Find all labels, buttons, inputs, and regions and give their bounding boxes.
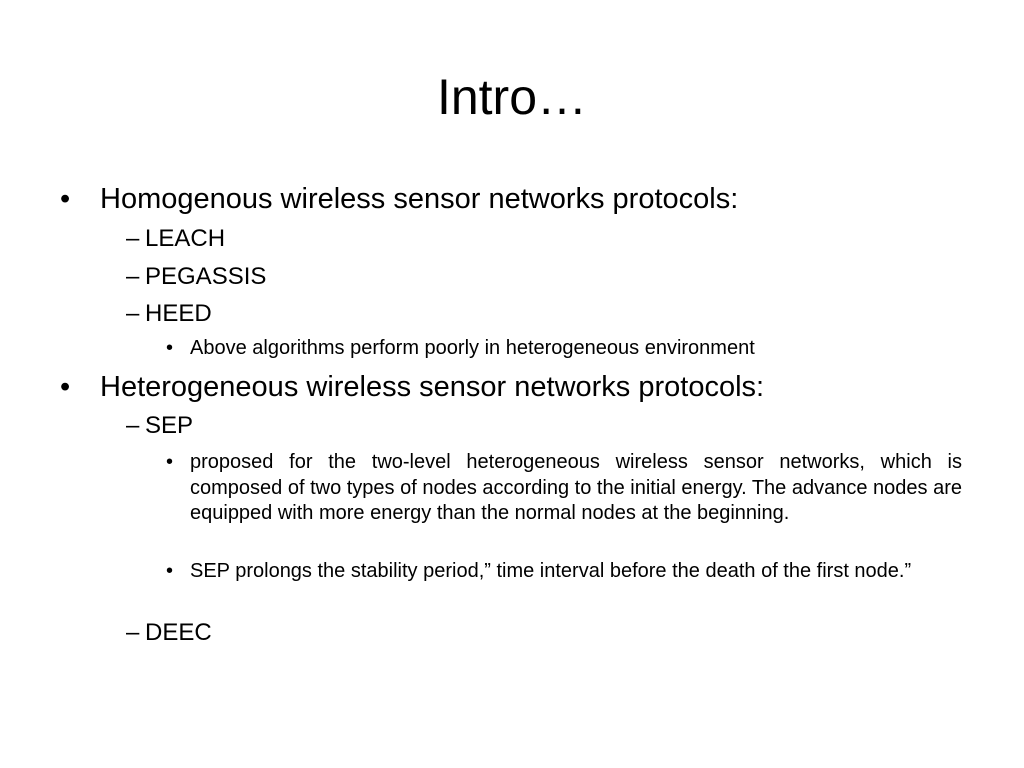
dash-icon: – — [126, 263, 140, 290]
sub-item-heed — [126, 299, 212, 329]
sub-sub-item-sep-prolongs — [166, 559, 962, 585]
bullet-icon: • — [60, 371, 71, 403]
sub-sub-item-text: Above algorithms perform poorly in heterogeneous environment — [190, 337, 755, 359]
bullet-text: Heterogeneous wireless sensor networks protocols: — [100, 371, 765, 403]
sub-item-leach — [126, 224, 225, 254]
bullet-icon: • — [60, 183, 71, 215]
sub-item-text: LEACH — [145, 225, 226, 252]
sub-sub-item-text: proposed for the two-level heterogeneous wireless sensor networks, which is composed of two types of nodes according to the initial energy. The advance nodes are equipped with more energy than the normal nodes at the beginning. — [190, 451, 962, 524]
sub-item-sep — [126, 411, 193, 441]
bullet-item-homogenous — [60, 182, 738, 216]
bullet-icon: • — [166, 451, 174, 473]
bullet-icon: • — [166, 337, 174, 359]
bullet-icon: • — [166, 560, 174, 582]
slide-title: Intro… — [436, 69, 588, 125]
sub-sub-item-sep-proposed — [166, 450, 962, 527]
sub-item-text: PEGASSIS — [145, 263, 267, 290]
sub-item-text: SEP — [145, 412, 194, 439]
dash-icon: – — [126, 300, 140, 327]
sub-item-text: DEEC — [145, 619, 212, 646]
sub-item-deec — [126, 618, 212, 648]
sub-sub-item-above-algorithms — [166, 336, 755, 362]
dash-icon: – — [126, 412, 140, 439]
dash-icon: – — [126, 619, 140, 646]
sub-sub-item-text: SEP prolongs the stability period,” time interval before the death of the first node.” — [190, 560, 912, 582]
sub-item-pegassis — [126, 262, 266, 292]
sub-item-text: HEED — [145, 300, 212, 327]
bullet-text: Homogenous wireless sensor networks protocols: — [100, 183, 739, 215]
bullet-item-heterogeneous — [60, 370, 764, 404]
dash-icon: – — [126, 225, 140, 252]
